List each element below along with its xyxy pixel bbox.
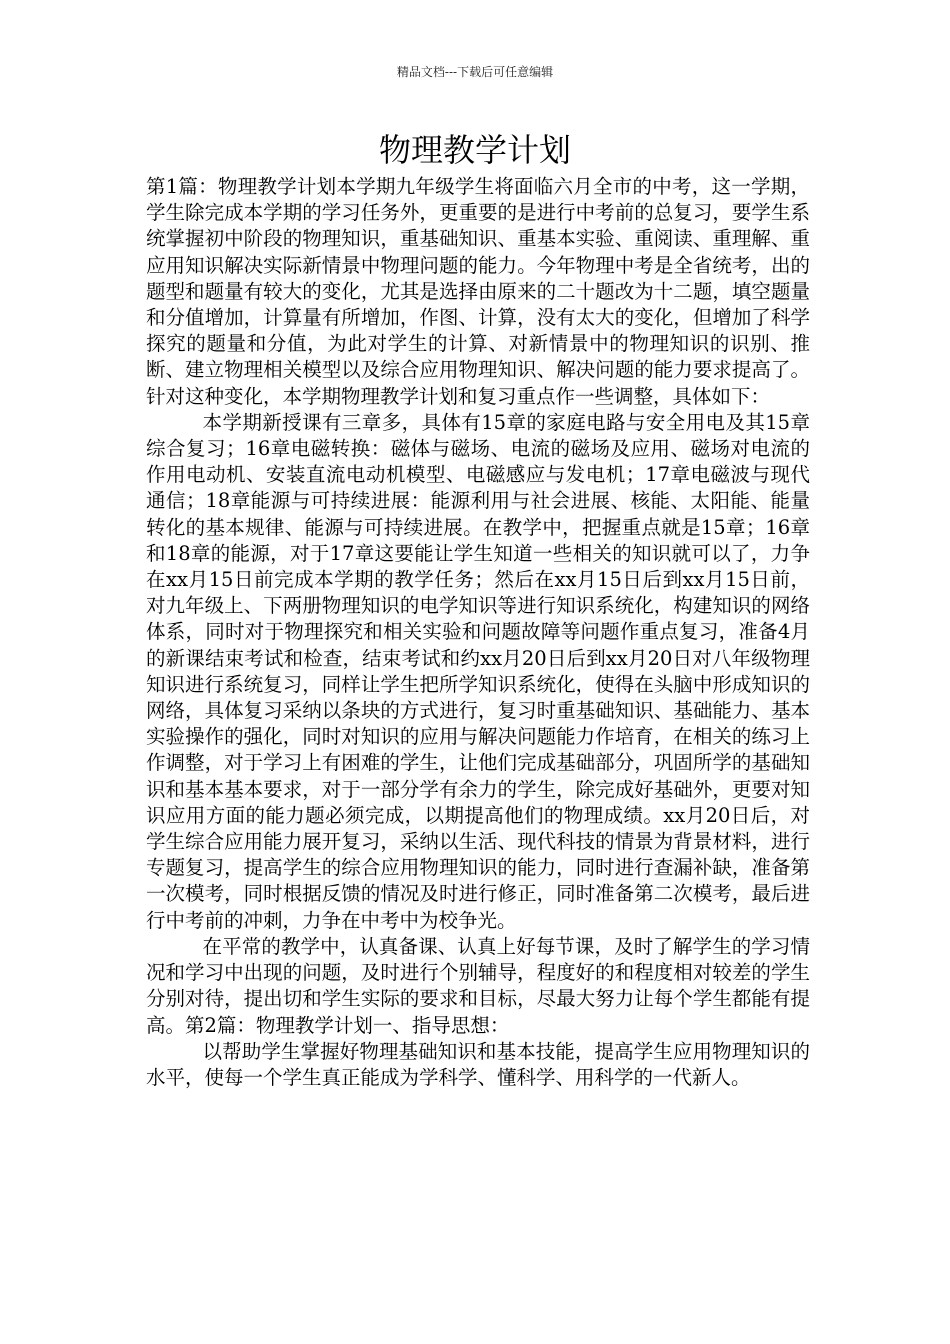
- document-body: [146, 174, 810, 1091]
- header-note: 精品文档---下载后可任意编辑: [396, 65, 554, 79]
- paragraph-3: 在平常的教学中，认真备课、认真上好每节课，及时了解学生的学习情况和学习中出现的问题，及时进行个别辅导，程度好的和程度相对较差的学生分别对待，提出切和学生实际的要求和目标，尽最大努力让每个学生都能有提高。第2篇：物理教学计划一、指导思想：: [146, 934, 810, 1037]
- paragraph-4: 以帮助学生掌握好物理基础知识和基本技能，提高学生应用物理知识的水平，使每一个学生真正能成为学科学、懂科学、用科学的一代新人。: [146, 1039, 810, 1089]
- page-title: 物理教学计划: [378, 131, 571, 169]
- paragraph-1: 第1篇：物理教学计划本学期九年级学生将面临六月全市的中考，这一学期，学生除完成本学期的学习任务外，更重要的是进行中考前的总复习，要学生系统掌握初中阶段的物理知识，重基础知识、重基本实验、重阅读、重理解、重应用知识解决实际新情景中物理问题的能力。今年物理中考是全省统考，出的题型和题量有较大的变化，尤其是选择由原来的二十题改为十二题，填空题量和分值增加，计算量有所增加，作图、计算，没有太大的变化，但增加了科学探究的题量和分值，为此对学生的计算、对新情景中的物理知识的识别、推断、建立物理相关模型以及综合应用物理知识、解决问题的能力要求提高了。针对这种变化，本学期物理教学计划和复习重点作一些调整，具体如下：: [146, 175, 810, 408]
- paragraph-2: 本学期新授课有三章多，具体有15章的家庭电路与安全用电及其15章综合复习；16章电磁转换：磁体与磁场、电流的磁场及应用、磁场对电流的作用电动机、安装直流电动机模型、电磁感应与发电机；17章电磁波与现代通信；18章能源与可持续进展：能源利用与社会进展、核能、太阳能、能量转化的基本规律、能源与可持续进展。在教学中，把握重点就是15章；16章和18章的能源，对于17章这要能让学生知道一些相关的知识就可以了，力争在xx月15日前完成本学期的教学任务；然后在xx月15日后到xx月15日前，对九年级上、下两册物理知识的电学知识等进行知识系统化，构建知识的网络体系，同时对于物理探究和相关实验和问题故障等问题作重点复习，准备4月的新课结束考试和检查，结束考试和约xx月20日后到xx月20日对八年级物理知识进行系统复习，同样让学生把所学知识系统化，使得在头脑中形成知识的网络，具体复习采纳以条块的方式进行，复习时重基础知识、基础能力、基本实验操作的强化，同时对知识的应用与解决问题能力作培育，在相关的练习上作调整，对于学习上有困难的学生，让他们完成基础部分，巩固所学的基础知识和基本基本要求，对于一部分学有余力的学生，除完成好基础外，更要对知识应用方面的能力题必须完成，以期提高他们的物理成绩。xx月20日后，对学生综合应用能力展开复习，采纳以生活、现代科技的情景为背景材料，进行专题复习，提高学生的综合应用物理知识的能力，同时进行查漏补缺，准备第一次模考，同时根据反馈的情况及时进行修正，同时准备第二次模考，最后进行中考前的冲刺，力争在中考中为校争光。: [146, 410, 810, 932]
